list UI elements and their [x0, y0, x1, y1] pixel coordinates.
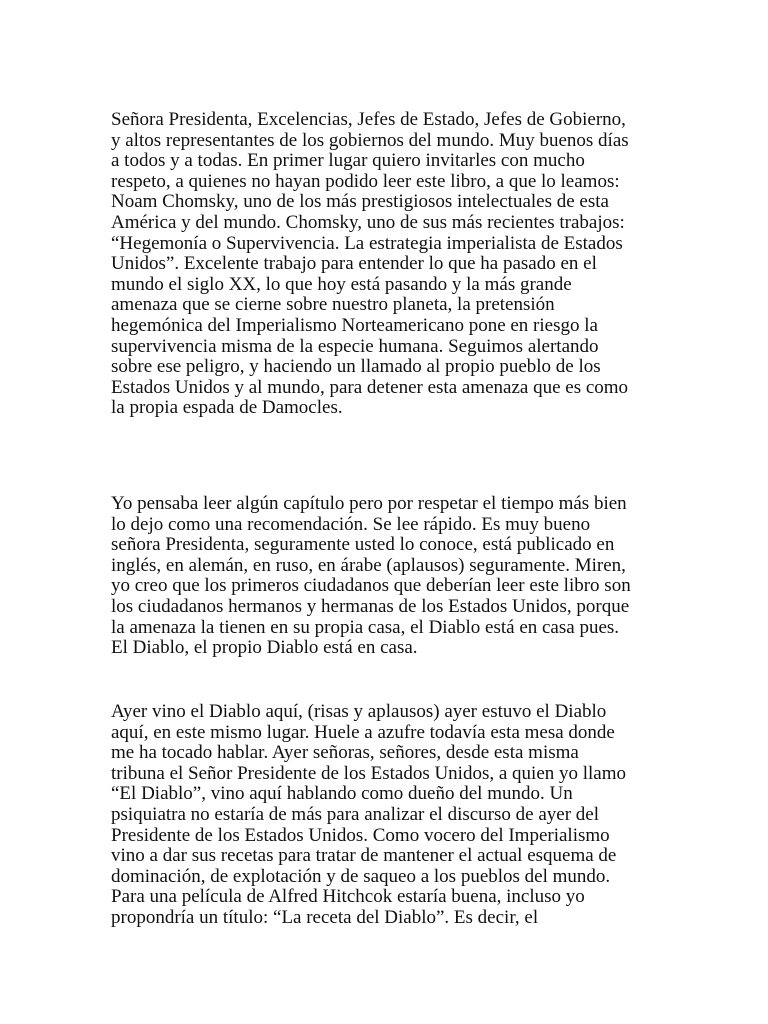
text-line: psiquiatra no estaría de más para analizar el discurso de ayer del	[111, 803, 599, 825]
text-line: hegemónica del Imperialismo Norteamericano pone en riesgo la	[111, 314, 598, 336]
paragraph	[111, 702, 626, 929]
text-line: amenaza que se cierne sobre nuestro planeta, la pretensión	[111, 294, 555, 316]
text-line: inglés, en alemán, en ruso, en árabe (aplausos) seguramente. Miren,	[111, 554, 626, 576]
text-line: vino a dar sus recetas para tratar de mantener el actual esquema de	[111, 845, 617, 867]
text-line: la amenaza la tienen en su propia casa, el Diablo está en casa pues.	[111, 616, 620, 638]
text-line: mundo el siglo XX, lo que hoy está pasando y la más grande	[111, 273, 572, 295]
text-line: señora Presidenta, seguramente usted lo conoce, está publicado en	[111, 534, 615, 556]
text-line: Estados Unidos y al mundo, para detener esta amenaza que es como	[111, 376, 629, 398]
text-line: América y del mundo. Chomsky, uno de sus más recientes trabajos:	[111, 211, 625, 233]
text-line: y altos representantes de los gobiernos del mundo. Muy buenos días	[111, 129, 629, 151]
text-line: propondría un título: “La receta del Diablo”. Es decir, el	[111, 906, 539, 928]
text-line: El Diablo, el propio Diablo está en casa.	[111, 637, 418, 659]
text-line: sobre ese peligro, y haciendo un llamado al propio pueblo de los	[111, 356, 601, 378]
text-line: tribuna el Señor Presidente de los Estados Unidos, a quien yo llamo	[111, 762, 627, 784]
text-line: Noam Chomsky, uno de los más prestigiosos intelectuales de esta	[111, 191, 609, 213]
text-line: a todos y a todas. En primer lugar quiero invitarles con mucho	[111, 150, 585, 172]
text-line: Unidos”. Excelente trabajo para entender lo que ha pasado en el	[111, 253, 597, 275]
text-line: Ayer vino el Diablo aquí, (risas y aplausos) ayer estuvo el Diablo	[111, 701, 607, 722]
paragraph	[111, 494, 631, 659]
text-line: dominación, de explotación y de saqueo a los pueblos del mundo.	[111, 865, 611, 887]
text-line: Para una película de Alfred Hitchcok estaría buena, incluso yo	[111, 886, 585, 908]
text-line: Señora Presidenta, Excelencias, Jefes de Estado, Jefes de Gobierno,	[111, 109, 626, 130]
text-line: Presidente de los Estados Unidos. Como vocero del Imperialismo	[111, 824, 610, 846]
text-line: me ha tocado hablar. Ayer señoras, señores, desde esta misma	[111, 742, 579, 764]
text-line: los ciudadanos hermanos y hermanas de los Estados Unidos, porque	[111, 595, 630, 617]
text-line: yo creo que los primeros ciudadanos que deberían leer este libro son	[111, 575, 631, 597]
text-line: Yo pensaba leer algún capítulo pero por respetar el tiempo más bien	[111, 493, 627, 514]
text-line: respeto, a quienes no hayan podido leer este libro, a que lo leamos:	[111, 170, 620, 192]
text-line: supervivencia misma de la especie humana. Seguimos alertando	[111, 335, 599, 357]
text-line: “El Diablo”, vino aquí hablando como dueño del mundo. Un	[111, 783, 573, 805]
paragraph	[111, 110, 629, 419]
text-line: “Hegemonía o Supervivencia. La estrategia imperialista de Estados	[111, 232, 623, 254]
text-line: aquí, en este mismo lugar. Huele a azufre todavía esta mesa donde	[111, 721, 615, 743]
text-line: la propia espada de Damocles.	[111, 397, 343, 419]
text-line: lo dejo como una recomendación. Se lee rápido. Es muy bueno	[111, 513, 591, 535]
